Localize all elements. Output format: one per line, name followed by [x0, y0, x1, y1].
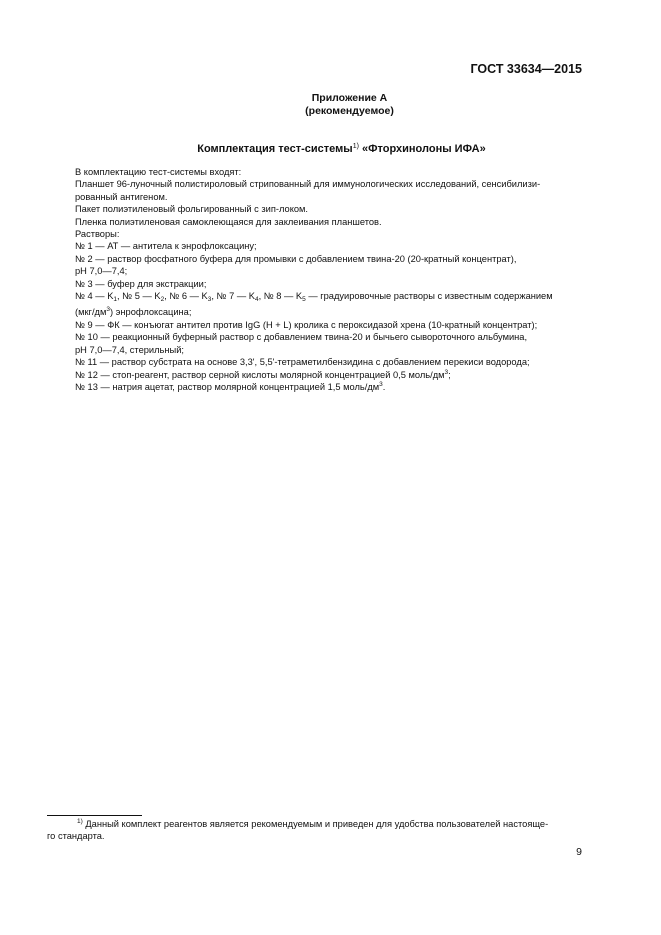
- film-line: Пленка полиэтиленовая самоклеющаяся для заклеивания планшетов.: [75, 216, 382, 227]
- solution-item-1: № 1 — АТ — антитела к энрофлоксацину;: [75, 241, 257, 252]
- heading-product-name: «Фторхинолоны ИФА»: [358, 143, 486, 155]
- section-heading: [0, 143, 661, 155]
- item4-sub-4: 4: [254, 296, 259, 304]
- solution-item-9: № 9 — ФК — конъюгат антител против IgG (H + L) кролика с пероксидазой хрена (10-кратный концентрат);: [75, 319, 538, 330]
- footnote-line-1: [47, 818, 582, 830]
- item12-text: № 12 — стоп-реагент, раствор серной кислоты молярной концентрацией 0,5 моль/дм: [75, 369, 445, 380]
- solution-item-12: [75, 369, 582, 381]
- item4-sup: 3: [106, 306, 110, 314]
- item12-end: ;: [448, 369, 451, 380]
- solution-item-13: [75, 381, 582, 393]
- item4-text-b: , № 5 — K: [117, 291, 161, 302]
- item4-text-g: (мкг/дм: [75, 307, 107, 318]
- intro-line: В комплектацию тест-системы входят:: [75, 167, 242, 177]
- item4-text-h: ) энрофлоксацина;: [109, 307, 192, 318]
- solution-item-10-line-2: pH 7,0—7,4, стерильный;: [75, 344, 184, 355]
- footnote-line-2: го стандарта.: [47, 831, 105, 842]
- solution-item-4-line-1: [75, 290, 582, 306]
- heading-text: Комплектация тест-системы: [197, 143, 353, 155]
- item4-text-d: , № 7 — K: [211, 291, 255, 302]
- item13-sup: 3: [379, 380, 383, 388]
- plate-line-2: рованный антигеном.: [75, 191, 168, 202]
- footnote-text-1: Данный комплект реагентов является рекомендуемым и приведен для удобства пользователей настояще-: [82, 819, 549, 829]
- solution-item-2-line-2: pH 7,0—7,4;: [75, 266, 128, 277]
- solution-item-4-line-2: [47, 306, 582, 318]
- body-text: [75, 166, 582, 393]
- appendix-subtitle: (рекомендуемое): [305, 105, 394, 117]
- item13-text: № 13 — натрия ацетат, раствор молярной концентрацией 1,5 моль/дм: [75, 381, 380, 392]
- bag-line: Пакет полиэтиленовый фольгированный с зип-локом.: [75, 204, 309, 215]
- item4-text-a: № 4 — K: [75, 291, 114, 302]
- appendix-title: Приложение А: [311, 92, 388, 104]
- solution-item-10-line-1: № 10 — реакционный буферный раствор с добавлением твина-20 и бычьего сывороточного альбумина,: [75, 332, 528, 343]
- footnote: [47, 818, 582, 843]
- item4-sub-2: 2: [160, 296, 165, 304]
- solution-item-11: № 11 — раствор субстрата на основе 3,3', 5,5'-тетраметилбензидина с добавлением перекиси водорода;: [75, 357, 530, 368]
- item4-text-c: , № 6 — K: [164, 291, 208, 302]
- solution-item-2-line-1: № 2 — раствор фосфатного буфера для промывки с добавлением твина-20 (20-кратный концентрат),: [75, 253, 517, 264]
- solutions-label: Растворы:: [75, 229, 120, 240]
- item4-sub-3: 3: [207, 296, 212, 304]
- item4-text-e: , № 8 — K: [258, 291, 303, 302]
- item4-sub-1: 1: [113, 296, 118, 304]
- item12-sup: 3: [444, 368, 449, 376]
- page-number: 9: [576, 846, 582, 858]
- footnote-mark: 1): [77, 818, 83, 825]
- item4-sub-5: 5: [302, 296, 306, 304]
- solution-item-3: № 3 — буфер для экстракции;: [75, 278, 207, 289]
- item4-text-f: — градуировочные растворы с известным содержанием: [305, 291, 553, 302]
- item13-end: .: [382, 381, 386, 392]
- heading-footnote-ref: 1): [352, 143, 359, 150]
- standard-number: ГОСТ 33634—2015: [470, 62, 582, 76]
- footnote-divider: [47, 815, 142, 816]
- plate-line-1: Планшет 96-луночный полистироловый стрипованный для иммунологических исследований, сенсибилизи-: [75, 179, 541, 190]
